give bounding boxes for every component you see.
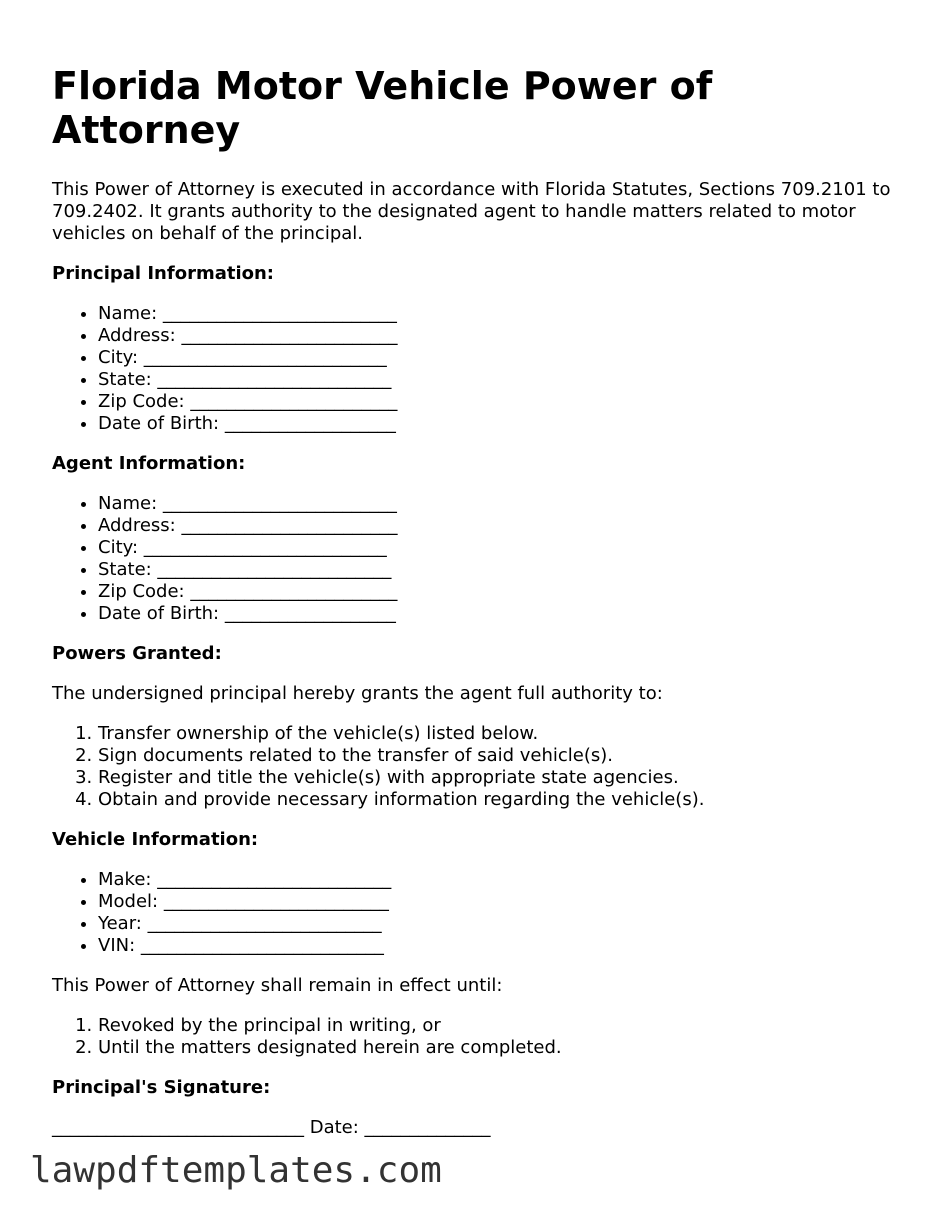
agent-heading: Agent Information:: [52, 453, 246, 474]
principal-heading: Principal Information:: [52, 263, 275, 284]
intro-paragraph: This Power of Attorney is executed in accordance with Florida Statutes, Sections 709.2101 to 709.2402. It grants authority to the designated agent to handle matters related to motor vehicles on behalf of the principal.: [52, 179, 891, 244]
document-title: Florida Motor Vehicle Power of Attorney: [52, 64, 713, 152]
powers-list: [52, 723, 902, 811]
document-page: [52, 64, 902, 1139]
principal-fields-list: [52, 303, 902, 435]
power-item: 2. Sign documents related to the transfer of said vehicle(s).: [98, 745, 902, 767]
watermark-text: lawpdftemplates.com: [30, 1150, 442, 1191]
agent-name-field: • Name: __________________________: [98, 493, 902, 515]
agent-zip-field: • Zip Code: _______________________: [98, 581, 902, 603]
vehicle-year-field: • Year: __________________________: [98, 913, 902, 935]
effect-item: 1. Revoked by the principal in writing, or: [98, 1015, 902, 1037]
power-item: 1. Transfer ownership of the vehicle(s) listed below.: [98, 723, 902, 745]
vehicle-fields-list: [52, 869, 902, 957]
vehicle-heading: Vehicle Information:: [52, 829, 259, 850]
vehicle-make-field: • Make: __________________________: [98, 869, 902, 891]
powers-heading: Powers Granted:: [52, 643, 222, 664]
powers-intro: The undersigned principal hereby grants the agent full authority to:: [52, 683, 663, 704]
principal-city-field: • City: ___________________________: [98, 347, 902, 369]
principal-address-field: • Address: ________________________: [98, 325, 902, 347]
effect-intro: This Power of Attorney shall remain in effect until:: [52, 975, 503, 996]
vehicle-vin-field: • VIN: ___________________________: [98, 935, 902, 957]
power-item: 3. Register and title the vehicle(s) with appropriate state agencies.: [98, 767, 902, 789]
principal-name-field: • Name: __________________________: [98, 303, 902, 325]
agent-dob-field: • Date of Birth: ___________________: [98, 603, 902, 625]
principal-zip-field: • Zip Code: _______________________: [98, 391, 902, 413]
power-item: 4. Obtain and provide necessary information regarding the vehicle(s).: [98, 789, 902, 811]
agent-address-field: • Address: ________________________: [98, 515, 902, 537]
effect-item: 2. Until the matters designated herein are completed.: [98, 1037, 902, 1059]
principal-dob-field: • Date of Birth: ___________________: [98, 413, 902, 435]
effect-list: [52, 1015, 902, 1059]
signature-date-line: ____________________________ Date: ______________: [52, 1117, 491, 1138]
agent-fields-list: [52, 493, 902, 625]
signature-heading: Principal's Signature:: [52, 1077, 271, 1098]
agent-city-field: • City: ___________________________: [98, 537, 902, 559]
agent-state-field: • State: __________________________: [98, 559, 902, 581]
principal-state-field: • State: __________________________: [98, 369, 902, 391]
vehicle-model-field: • Model: _________________________: [98, 891, 902, 913]
